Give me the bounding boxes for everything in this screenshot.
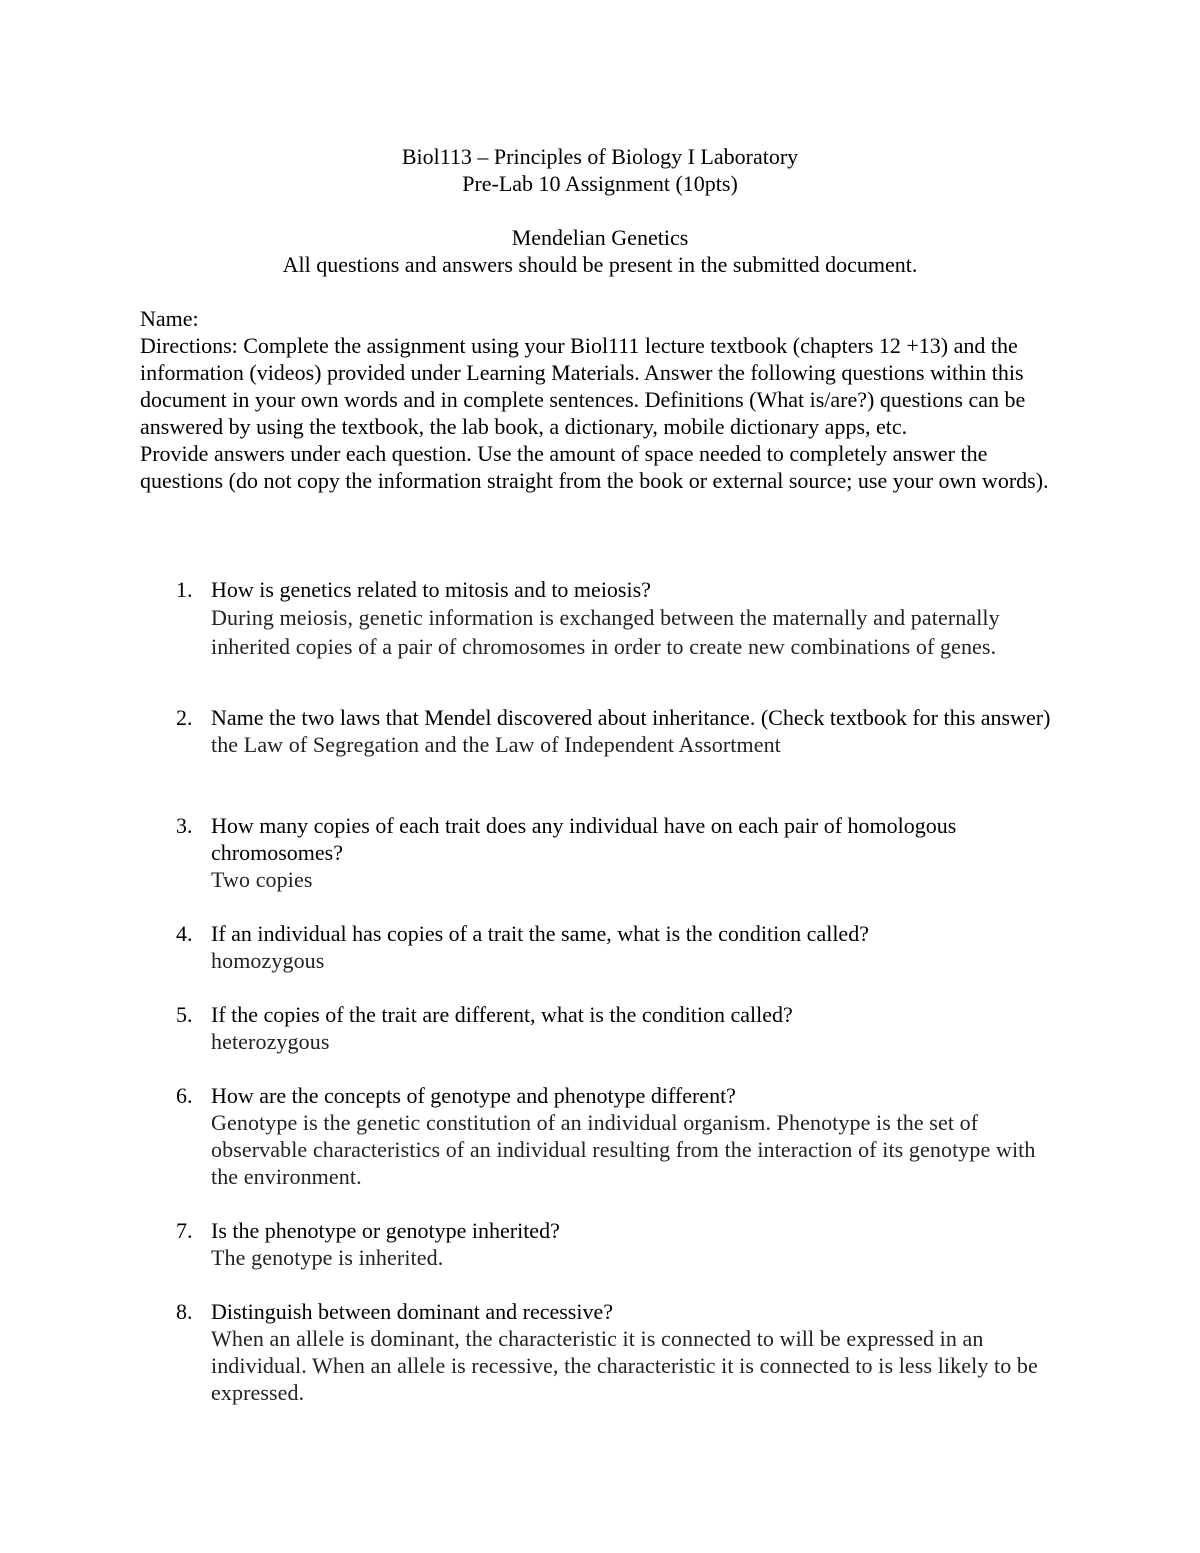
question-number: 6. — [176, 1083, 193, 1108]
question-body — [211, 704, 1066, 758]
question-number: 7. — [176, 1218, 193, 1243]
topic-title — [0, 224, 1200, 251]
answer-text: Genotype is the genetic constitution of an individual organism. Phenotype is the set of observable characteristics of an individual resulting from the interaction of its genotype with the environment. — [211, 1110, 1036, 1189]
intro-section — [140, 305, 1060, 494]
name-label: Name: — [140, 306, 199, 331]
answer-text: When an allele is dominant, the characteristic it is connected to will be expressed in an individual. When an allele is recessive, the characteristic it is connected to is less likely to be expressed. — [211, 1326, 1038, 1405]
answer-text: the Law of Segregation and the Law of Independent Assortment — [211, 732, 781, 757]
question-text: Distinguish between dominant and recessive? — [211, 1299, 614, 1324]
course-title — [0, 143, 1200, 170]
submission-note — [0, 251, 1200, 278]
question-body — [211, 812, 1066, 893]
question-body — [211, 1082, 1066, 1190]
question-number: 8. — [176, 1299, 193, 1324]
question-number: 1. — [176, 577, 193, 602]
question-number: 3. — [176, 813, 193, 838]
course-title-text: Biol113 – Principles of Biology I Laboratory — [401, 144, 799, 169]
question-text: How is genetics related to mitosis and to meiosis? — [211, 577, 651, 602]
question-body — [211, 576, 1066, 661]
question-body — [211, 920, 1066, 974]
instructions-paragraph: Provide answers under each question. Use the amount of space needed to completely answer the questions (do not copy the information straight from the book or external source; use your own words). — [140, 441, 1049, 493]
topic-title-text: Mendelian Genetics — [511, 225, 689, 250]
question-number: 4. — [176, 921, 193, 946]
answer-text: During meiosis, genetic information is exchanged between the maternally and paternally inherited copies of a pair of chromosomes in order to create new combinations of genes. — [211, 605, 1000, 659]
question-body — [211, 1298, 1066, 1406]
question-text: If an individual has copies of a trait the same, what is the condition called? — [211, 921, 869, 946]
assignment-title — [0, 170, 1200, 197]
question-number: 2. — [176, 705, 193, 730]
answer-text: homozygous — [211, 948, 325, 973]
question-text: How are the concepts of genotype and phenotype different? — [211, 1083, 736, 1108]
directions-paragraph: Directions: Complete the assignment using your Biol111 lecture textbook (chapters 12 +13) and the information (videos) provided under Learning Materials. Answer the following questions within this document in your own words and in complete sentences. Definitions (What is/are?) questions can be answered by using the textbook, the lab book, a dictionary, mobile dictionary apps, etc. — [140, 333, 1026, 439]
question-body — [211, 1001, 1066, 1055]
assignment-title-text: Pre-Lab 10 Assignment (10pts) — [462, 171, 738, 196]
question-text: Name the two laws that Mendel discovered about inheritance. (Check textbook for this answer) — [211, 705, 1051, 730]
answer-text: heterozygous — [211, 1029, 330, 1054]
answer-text: Two copies — [211, 867, 313, 892]
answer-text: The genotype is inherited. — [211, 1245, 444, 1270]
question-text: If the copies of the trait are different, what is the condition called? — [211, 1002, 793, 1027]
question-text: Is the phenotype or genotype inherited? — [211, 1218, 560, 1243]
question-number: 5. — [176, 1002, 193, 1027]
question-body — [211, 1217, 1066, 1271]
submission-note-text: All questions and answers should be present in the submitted document. — [282, 252, 918, 277]
question-text: How many copies of each trait does any individual have on each pair of homologous chromosomes? — [211, 813, 957, 865]
